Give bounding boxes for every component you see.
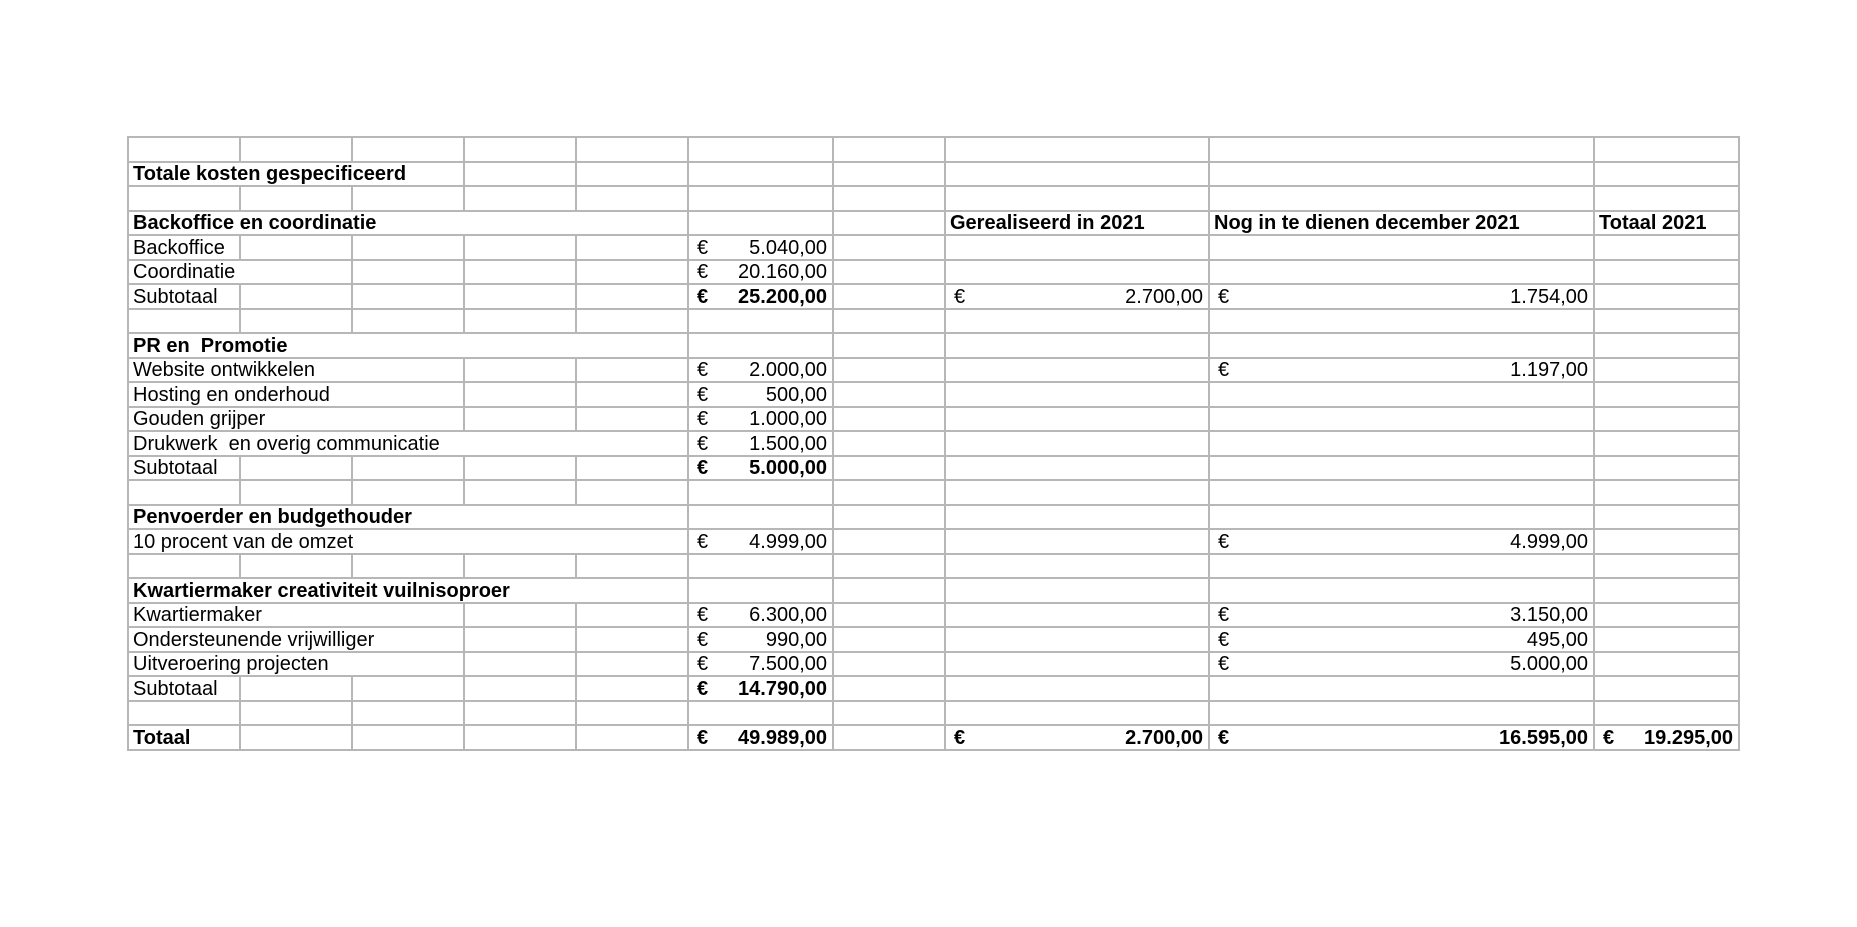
pending-cell[interactable]: € 1.197,00 (1209, 358, 1594, 383)
table-row (128, 652, 1739, 677)
realized-cell[interactable]: € 2.700,00 (945, 284, 1209, 309)
pending-cell[interactable]: € 1.754,00 (1209, 284, 1594, 309)
column-header-pending[interactable]: Nog in te dienen december 2021 (1209, 211, 1594, 236)
table-row (128, 333, 1739, 358)
row-label[interactable]: Subtotaal (128, 456, 240, 481)
table-row (128, 137, 1739, 162)
table-row (128, 162, 1739, 187)
column-header-total[interactable]: Totaal 2021 (1594, 211, 1739, 236)
pending-cell[interactable]: € 3.150,00 (1209, 603, 1594, 628)
table-row (128, 309, 1739, 334)
total-label[interactable]: Totaal (128, 725, 240, 750)
row-label[interactable]: Website ontwikkelen (128, 358, 464, 383)
subtotal-budget-cell[interactable]: € 25.200,00 (688, 284, 833, 309)
table-row (128, 186, 1739, 211)
table-row (128, 456, 1739, 481)
row-label[interactable]: Backoffice (128, 235, 240, 260)
table-row (128, 529, 1739, 554)
row-label[interactable]: Hosting en onderhoud (128, 382, 464, 407)
budget-cell[interactable]: € 2.000,00 (688, 358, 833, 383)
table-row (128, 407, 1739, 432)
table-row (128, 431, 1739, 456)
section-heading-pr[interactable]: PR en Promotie (128, 333, 688, 358)
row-label[interactable]: Gouden grijper (128, 407, 464, 432)
table-row (128, 578, 1739, 603)
row-label[interactable]: Subtotaal (128, 284, 240, 309)
table-row (128, 725, 1739, 750)
budget-cell[interactable]: € 5.040,00 (688, 235, 833, 260)
column-header-realized[interactable]: Gerealiseerd in 2021 (945, 211, 1209, 236)
section-heading-kwartiermaker[interactable]: Kwartiermaker creativiteit vuilnisoproer (128, 578, 688, 603)
table-row (128, 382, 1739, 407)
budget-cell[interactable]: € 6.300,00 (688, 603, 833, 628)
row-label[interactable]: Drukwerk en overig communicatie (128, 431, 688, 456)
table-row (128, 284, 1739, 309)
pending-cell[interactable]: € 4.999,00 (1209, 529, 1594, 554)
row-label[interactable]: 10 procent van de omzet (128, 529, 688, 554)
total-realized-cell[interactable]: € 2.700,00 (945, 725, 1209, 750)
row-label[interactable]: Uitveroering projecten (128, 652, 464, 677)
table-row (128, 676, 1739, 701)
row-label[interactable]: Ondersteunende vrijwilliger (128, 627, 464, 652)
table-row (128, 480, 1739, 505)
table-row (128, 701, 1739, 726)
table-row (128, 627, 1739, 652)
pending-cell[interactable]: € 5.000,00 (1209, 652, 1594, 677)
sheet-title[interactable]: Totale kosten gespecificeerd (128, 162, 464, 187)
budget-cell[interactable]: € 990,00 (688, 627, 833, 652)
table-row (128, 235, 1739, 260)
table-row (128, 554, 1739, 579)
budget-cell[interactable]: € 7.500,00 (688, 652, 833, 677)
budget-cell[interactable]: € 1.500,00 (688, 431, 833, 456)
section-heading-penvoerder[interactable]: Penvoerder en budgethouder (128, 505, 688, 530)
table-row (128, 211, 1739, 236)
cost-spreadsheet (127, 136, 1740, 751)
section-heading-backoffice[interactable]: Backoffice en coordinatie (128, 211, 688, 236)
total-2021-cell[interactable]: € 19.295,00 (1594, 725, 1739, 750)
total-pending-cell[interactable]: € 16.595,00 (1209, 725, 1594, 750)
table-row (128, 260, 1739, 285)
table-row (128, 603, 1739, 628)
total-budget-cell[interactable]: € 49.989,00 (688, 725, 833, 750)
subtotal-budget-cell[interactable]: € 14.790,00 (688, 676, 833, 701)
table-row (128, 505, 1739, 530)
row-label[interactable]: Coordinatie (128, 260, 352, 285)
budget-cell[interactable]: € 500,00 (688, 382, 833, 407)
budget-cell[interactable]: € 20.160,00 (688, 260, 833, 285)
row-label[interactable]: Kwartiermaker (128, 603, 464, 628)
pending-cell[interactable]: € 495,00 (1209, 627, 1594, 652)
subtotal-budget-cell[interactable]: € 5.000,00 (688, 456, 833, 481)
budget-cell[interactable]: € 4.999,00 (688, 529, 833, 554)
table-row (128, 358, 1739, 383)
budget-cell[interactable]: € 1.000,00 (688, 407, 833, 432)
row-label[interactable]: Subtotaal (128, 676, 240, 701)
